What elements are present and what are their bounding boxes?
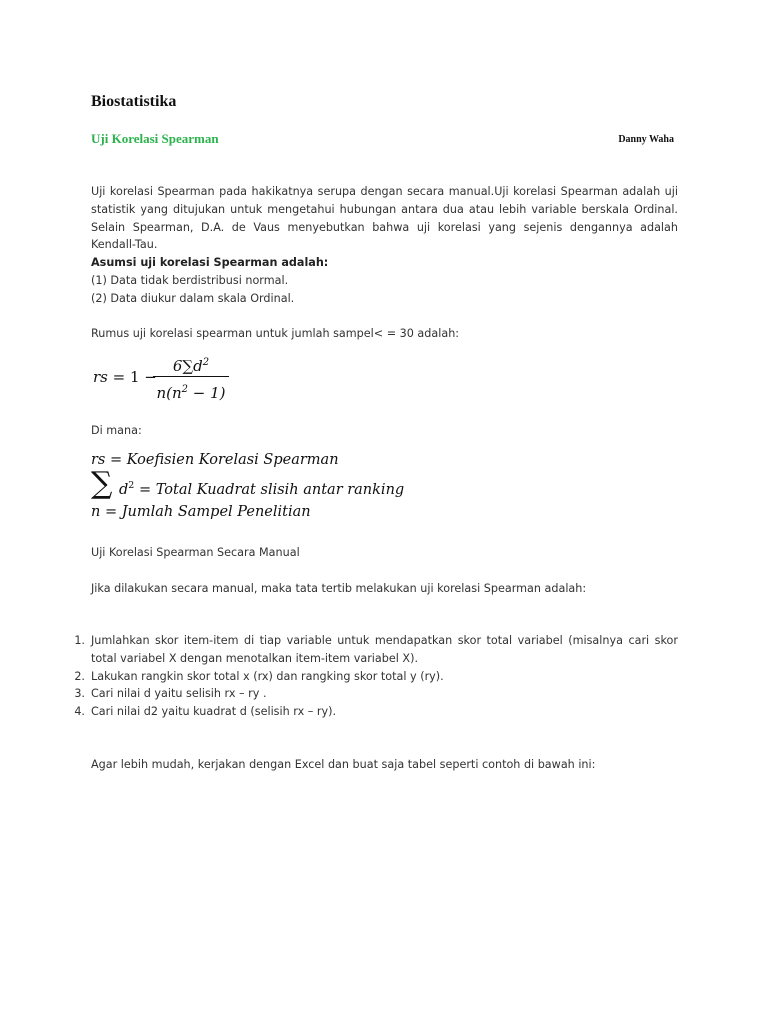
denominator-exponent: 2 (181, 384, 189, 395)
formula-fraction (153, 352, 229, 401)
formula-lhs (93, 368, 157, 386)
rumus-intro: Rumus uji korelasi spearman untuk jumlah sampel< = 30 adalah: (91, 327, 460, 340)
definition-rs: rs = Koefisien Korelasi Spearman (91, 452, 339, 468)
document-title: Biostatistika (91, 93, 177, 110)
list-item (67, 632, 678, 668)
numerator-exponent: 2 (202, 357, 210, 368)
formula-lhs-rest: = 1 − (107, 368, 157, 386)
list-item-text: Jumlahkan skor item-item di tiap variable untuk mendapatkan skor total variabel (misalnya cari skor total variabel X dengan menotalkan item-item variabel X). (91, 634, 678, 665)
intro-paragraph: Uji korelasi Spearman pada hakikatnya serupa dengan secara manual.Uji korelasi Spearman adalah uji statistik yang ditujukan untuk mengetahui hubungan antara dua atau lebih variable berskala Ordinal. Selain Spearman, D.A. de Vaus menyebutkan bahwa uji korelasi yang sejenis dengannya adalah Kendall-Tau. (91, 185, 678, 252)
asumsi-item: (2) Data diukur dalam skala Ordinal. (91, 292, 295, 305)
def-sum-variable: d (119, 482, 129, 498)
def-sum-exponent: 2 (128, 480, 135, 491)
formula-lhs-variable: rs (93, 368, 108, 386)
list-item-text: Cari nilai d2 yaitu kuadrat d (selisih rx – ry). (91, 705, 337, 719)
section-subtitle: Uji Korelasi Spearman (91, 131, 219, 146)
dimana-label: Di mana: (91, 424, 142, 437)
denominator-pre: n(n (156, 384, 182, 402)
excel-note: Agar lebih mudah, kerjakan dengan Excel dan buat saja tabel seperti contoh di bawah ini: (91, 758, 596, 771)
formula-denominator (153, 379, 229, 401)
definition-n: n = Jumlah Sampel Penelitian (91, 504, 311, 520)
subtitle-row (91, 131, 678, 151)
list-item-number: 4. (74, 705, 85, 719)
list-item-number: 1. (74, 634, 85, 647)
definition-sum-text (119, 480, 404, 498)
denominator-post: − 1) (188, 384, 226, 402)
formula-numerator (153, 352, 229, 374)
fraction-bar (153, 376, 229, 377)
list-item-text: Lakukan rangkin skor total x (rx) dan rangking skor total y (ry). (91, 669, 444, 683)
list-item (67, 703, 678, 721)
manual-intro: Jika dilakukan secara manual, maka tata tertib melakukan uji korelasi Spearman adalah: (91, 582, 587, 595)
sum-symbol: ∑ (91, 466, 113, 501)
manual-steps-list (67, 632, 678, 721)
numerator-text: 6∑d (172, 357, 203, 375)
def-sum-description: = Total Kuadrat slisih antar ranking (134, 482, 405, 498)
asumsi-heading: Asumsi uji korelasi Spearman adalah: (91, 256, 329, 269)
list-item-number: 2. (74, 669, 85, 683)
manual-section-title: Uji Korelasi Spearman Secara Manual (91, 546, 300, 559)
list-item-number: 3. (74, 687, 85, 701)
author-name: Danny Waha (618, 134, 674, 145)
list-item-text: Cari nilai d yaitu selisih rx – ry . (91, 687, 267, 701)
list-item (67, 668, 678, 686)
asumsi-item: (1) Data tidak berdistribusi normal. (91, 274, 289, 287)
list-item (67, 685, 678, 703)
